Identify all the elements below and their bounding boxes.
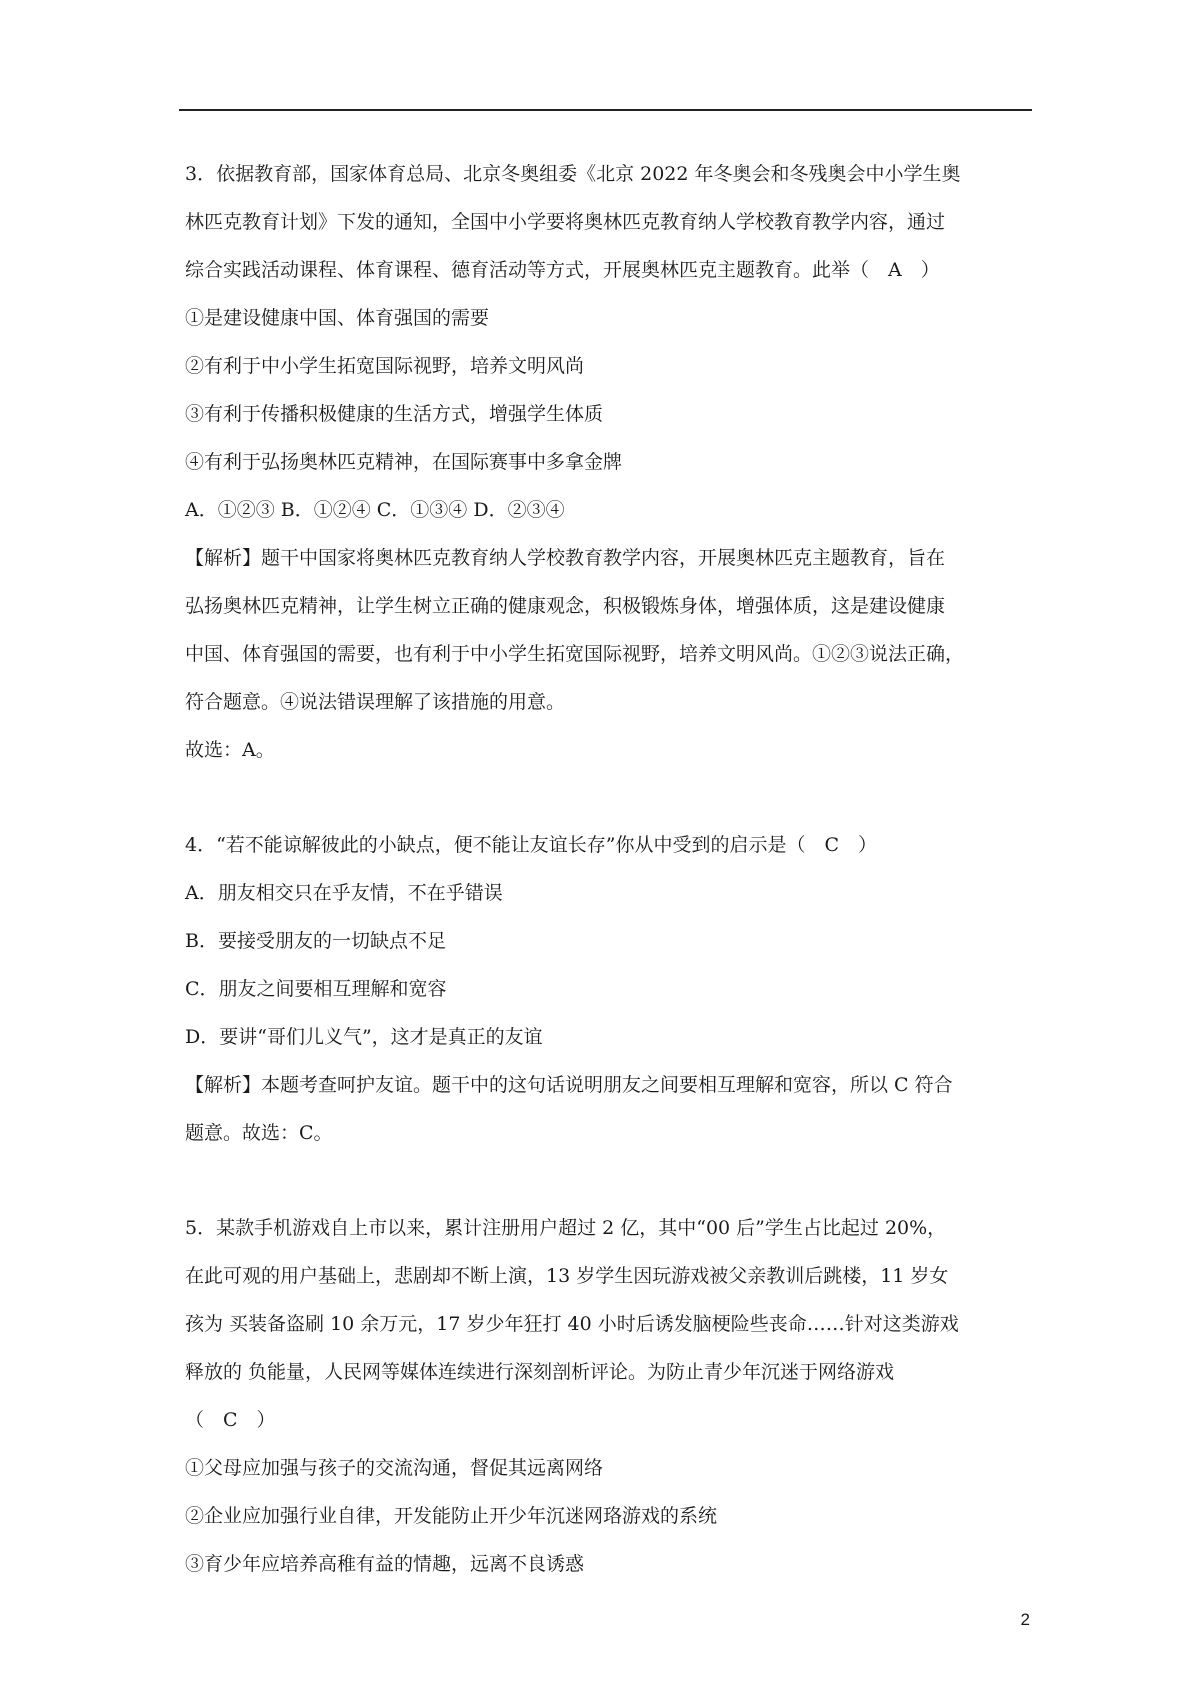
page-number: 2: [1020, 1610, 1030, 1629]
question-5: [185, 1204, 1030, 1588]
q4-analysis-line: 题意。故选：C。: [185, 1122, 333, 1144]
q3-item: ①是建设健康中国、体育强国的需要: [185, 307, 490, 329]
q5-stem-line: 释放的 负能量，人民网等媒体连续进行深刻剖析评论。为防止青少年沉迷于网络游戏: [185, 1361, 895, 1383]
q5-stem-line: （ C ）: [185, 1409, 276, 1431]
header-rule: [179, 109, 1032, 111]
q5-item: ③育少年应培养高稚有益的情趣，远离不良诱惑: [185, 1553, 585, 1575]
question-4: [185, 821, 1030, 1157]
q4-analysis-line: 【解析】本题考查呵护友谊。题干中的这句话说明朋友之间要相互理解和宽容，所以 C 符合: [185, 1074, 953, 1096]
q4-option: A．朋友相交只在乎友情，不在乎错误: [185, 882, 503, 904]
q3-options: A．①②③ B．①②④ C．①③④ D．②③④: [185, 499, 565, 521]
page-content: [185, 150, 1030, 1588]
q4-option: B．要接受朋友的一切缺点不足: [185, 930, 446, 952]
q5-stem-line: 在此可观的用户基础上，悲剧却不断上演，13 岁学生因玩游戏被父亲教训后跳楼，11 岁女: [185, 1265, 949, 1287]
q5-stem-line: 孩为 买装备盗刷 10 余万元，17 岁少年狂打 40 小时后诱发脑梗险些丧命……针对这类游戏: [185, 1313, 959, 1335]
q5-stem-line: 5．某款手机游戏自上市以来，累计注册用户超过 2 亿，其中“00 后”学生占比起过 20%，: [185, 1217, 947, 1239]
q4-option: C．朋友之间要相互理解和宽容: [185, 978, 447, 1000]
question-3: [185, 150, 1030, 774]
q3-stem-line: 3．依据教育部，国家体育总局、北京冬奥组委《北京 2022 年冬奥会和冬残奥会中小学生奥: [185, 163, 961, 185]
q3-stem-line: 林匹克教育计划》下发的通知，全国中小学要将奥林匹克教育纳人学校教育教学内容，通过: [185, 211, 946, 233]
q4-stem: 4．“若不能谅解彼此的小缺点，便不能让友谊长存”你从中受到的启示是（ C ）: [185, 834, 878, 856]
q3-analysis-line: 【解析】题干中国家将奥林匹克教育纳人学校教育教学内容，开展奥林匹克主题教育，旨在: [185, 547, 946, 569]
q3-analysis-line: 中国、体育强国的需要，也有利于中小学生拓宽国际视野，培养文明风尚。①②③说法正确，: [185, 643, 965, 665]
q4-option: D．要讲“哥们儿义气”，这才是真正的友谊: [185, 1026, 543, 1048]
q3-analysis-line: 弘扬奥林匹克精神，让学生树立正确的健康观念，积极锻炼身体，增强体质，这是建设健康: [185, 595, 946, 617]
q3-stem-line: 综合实践活动课程、体育课程、德育活动等方式，开展奥林匹克主题教育。此举（ A ）: [185, 259, 940, 281]
q3-item: ③有利于传播积极健康的生活方式，增强学生体质: [185, 403, 604, 425]
q3-item: ④有利于弘扬奥林匹克精神，在国际赛事中多拿金牌: [185, 451, 623, 473]
q3-answer: 故选：A。: [185, 739, 275, 761]
q5-item: ②企业应加强行业自律，开发能防止开少年沉迷网珞游戏的系统: [185, 1505, 718, 1527]
q5-item: ①父母应加强与孩子的交流沟通，督促其远离网络: [185, 1457, 604, 1479]
q3-item: ②有利于中小学生拓宽国际视野，培养文明风尚: [185, 355, 585, 377]
q3-analysis-line: 符合题意。④说法错误理解了该措施的用意。: [185, 691, 566, 713]
